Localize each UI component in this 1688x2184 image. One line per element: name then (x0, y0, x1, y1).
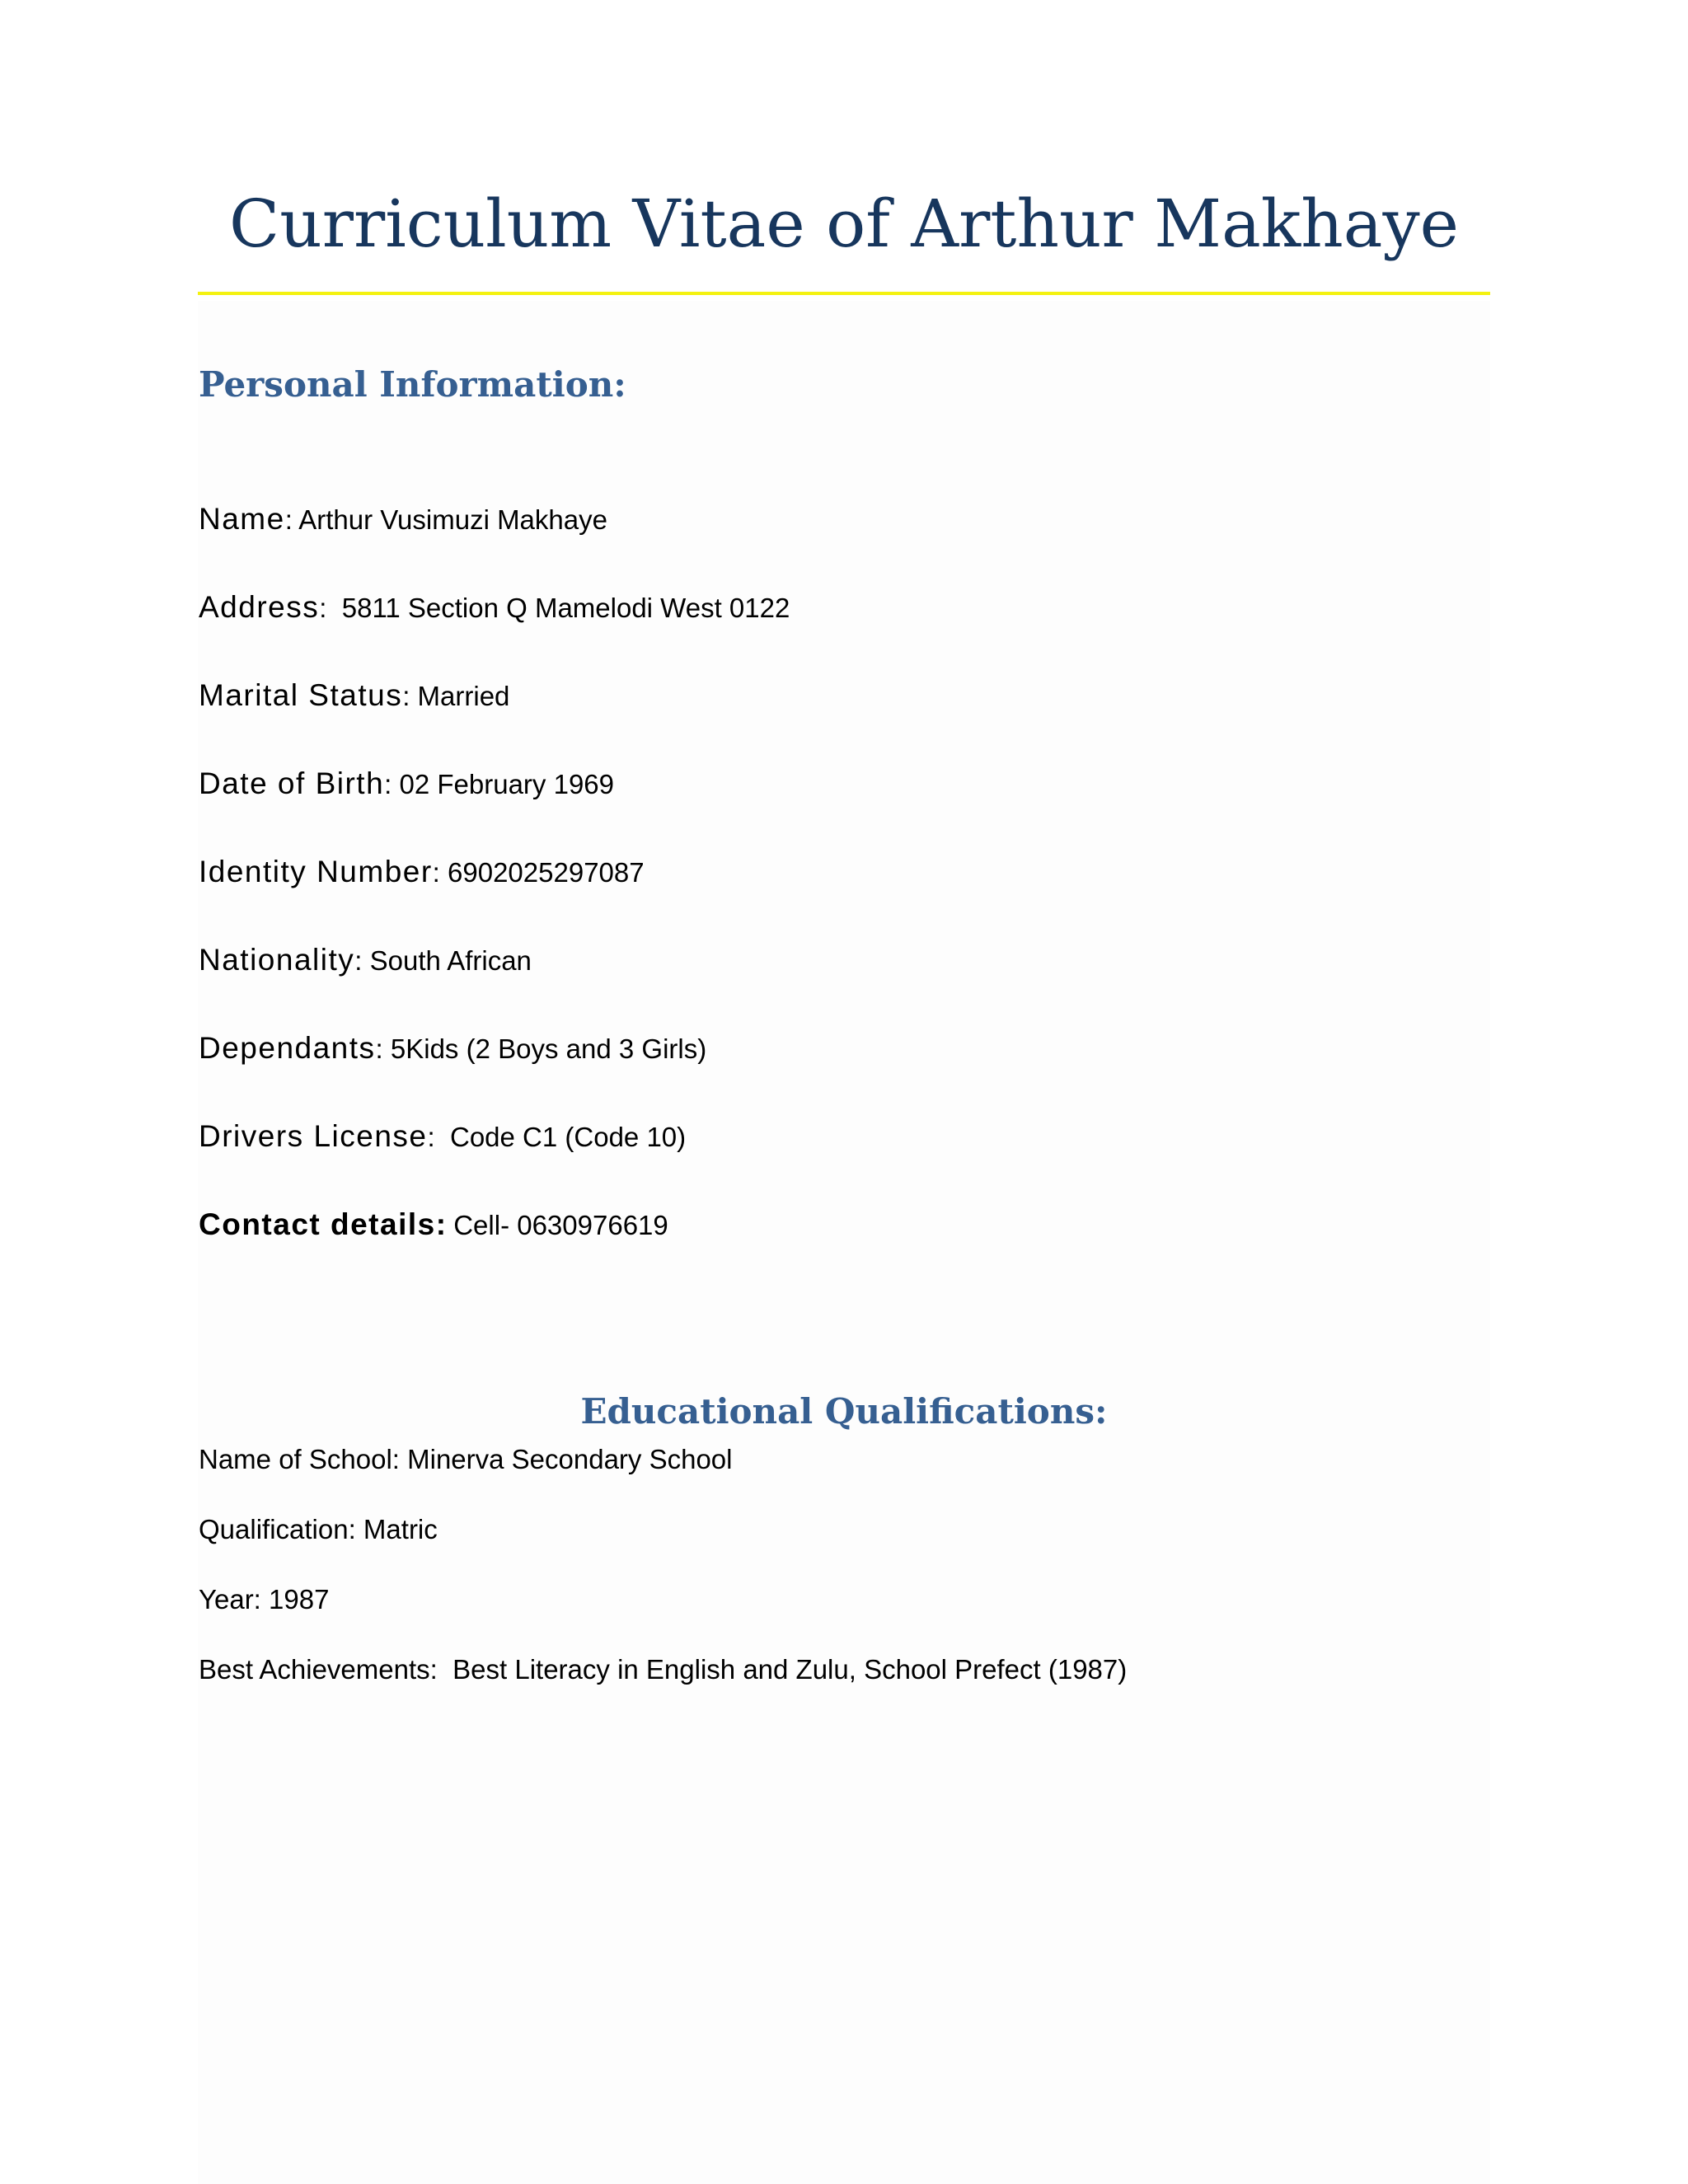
field-identity-number-value: 6902025297087 (439, 857, 645, 888)
field-address (199, 587, 790, 628)
field-marital-status-separator: : (402, 681, 410, 711)
field-nationality-separator: : (354, 945, 363, 976)
field-drivers-license-value: Code C1 (Code 10) (434, 1122, 687, 1152)
field-nationality-label: Nationality (199, 943, 355, 977)
education-year-line: Year: 1987 (199, 1584, 330, 1615)
field-dependants (199, 1028, 706, 1069)
field-identity-number-separator: : (432, 857, 440, 888)
field-marital-status-value: Married (410, 681, 510, 711)
field-marital-status (199, 675, 509, 716)
field-drivers-license-separator: : (427, 1122, 435, 1152)
field-date-of-birth-separator: : (384, 769, 392, 799)
field-date-of-birth-value: 02 February 1969 (392, 769, 614, 799)
field-address-value: 5811 Section Q Mamelodi West 0122 (326, 593, 790, 623)
field-date-of-birth-label: Date of Birth (199, 766, 385, 800)
document-title: Curriculum Vitae of Arthur Makhaye (228, 185, 1460, 262)
field-drivers-license (199, 1116, 686, 1157)
field-name-label: Name (199, 502, 285, 536)
education-achievements-line: Best Achievements: Best Literacy in English and Zulu, School Prefect (1987) (199, 1654, 1128, 1685)
field-dependants-value: 5Kids (2 Boys and 3 Girls) (382, 1033, 707, 1064)
title-underline-rule (198, 292, 1490, 295)
field-nationality (199, 940, 532, 981)
field-address-label: Address (199, 590, 320, 624)
personal-information-heading: Personal Information: (199, 364, 626, 405)
field-address-separator: : (319, 593, 327, 623)
education-school-line: Name of School: Minerva Secondary School (199, 1444, 733, 1474)
field-contact-details-label: Contact details (199, 1207, 436, 1241)
field-drivers-license-label: Drivers License (199, 1119, 428, 1153)
field-identity-number (199, 851, 645, 893)
field-identity-number-label: Identity Number (199, 855, 433, 888)
field-contact-details-value: Cell- 0630976619 (446, 1210, 668, 1240)
field-dependants-label: Dependants (199, 1031, 376, 1065)
field-name-separator: : (284, 504, 293, 535)
field-name-value: Arthur Vusimuzi Makhaye (292, 504, 607, 535)
field-date-of-birth (199, 763, 614, 804)
field-contact-details (199, 1204, 668, 1245)
educational-qualifications-heading: Educational Qualifications: (580, 1391, 1108, 1432)
field-name (199, 499, 607, 540)
field-contact-details-separator: : (435, 1207, 447, 1241)
education-qualification-line: Qualification: Matric (199, 1514, 438, 1544)
field-marital-status-label: Marital Status (199, 678, 403, 712)
field-nationality-value: South African (362, 945, 532, 976)
field-dependants-separator: : (375, 1033, 383, 1064)
